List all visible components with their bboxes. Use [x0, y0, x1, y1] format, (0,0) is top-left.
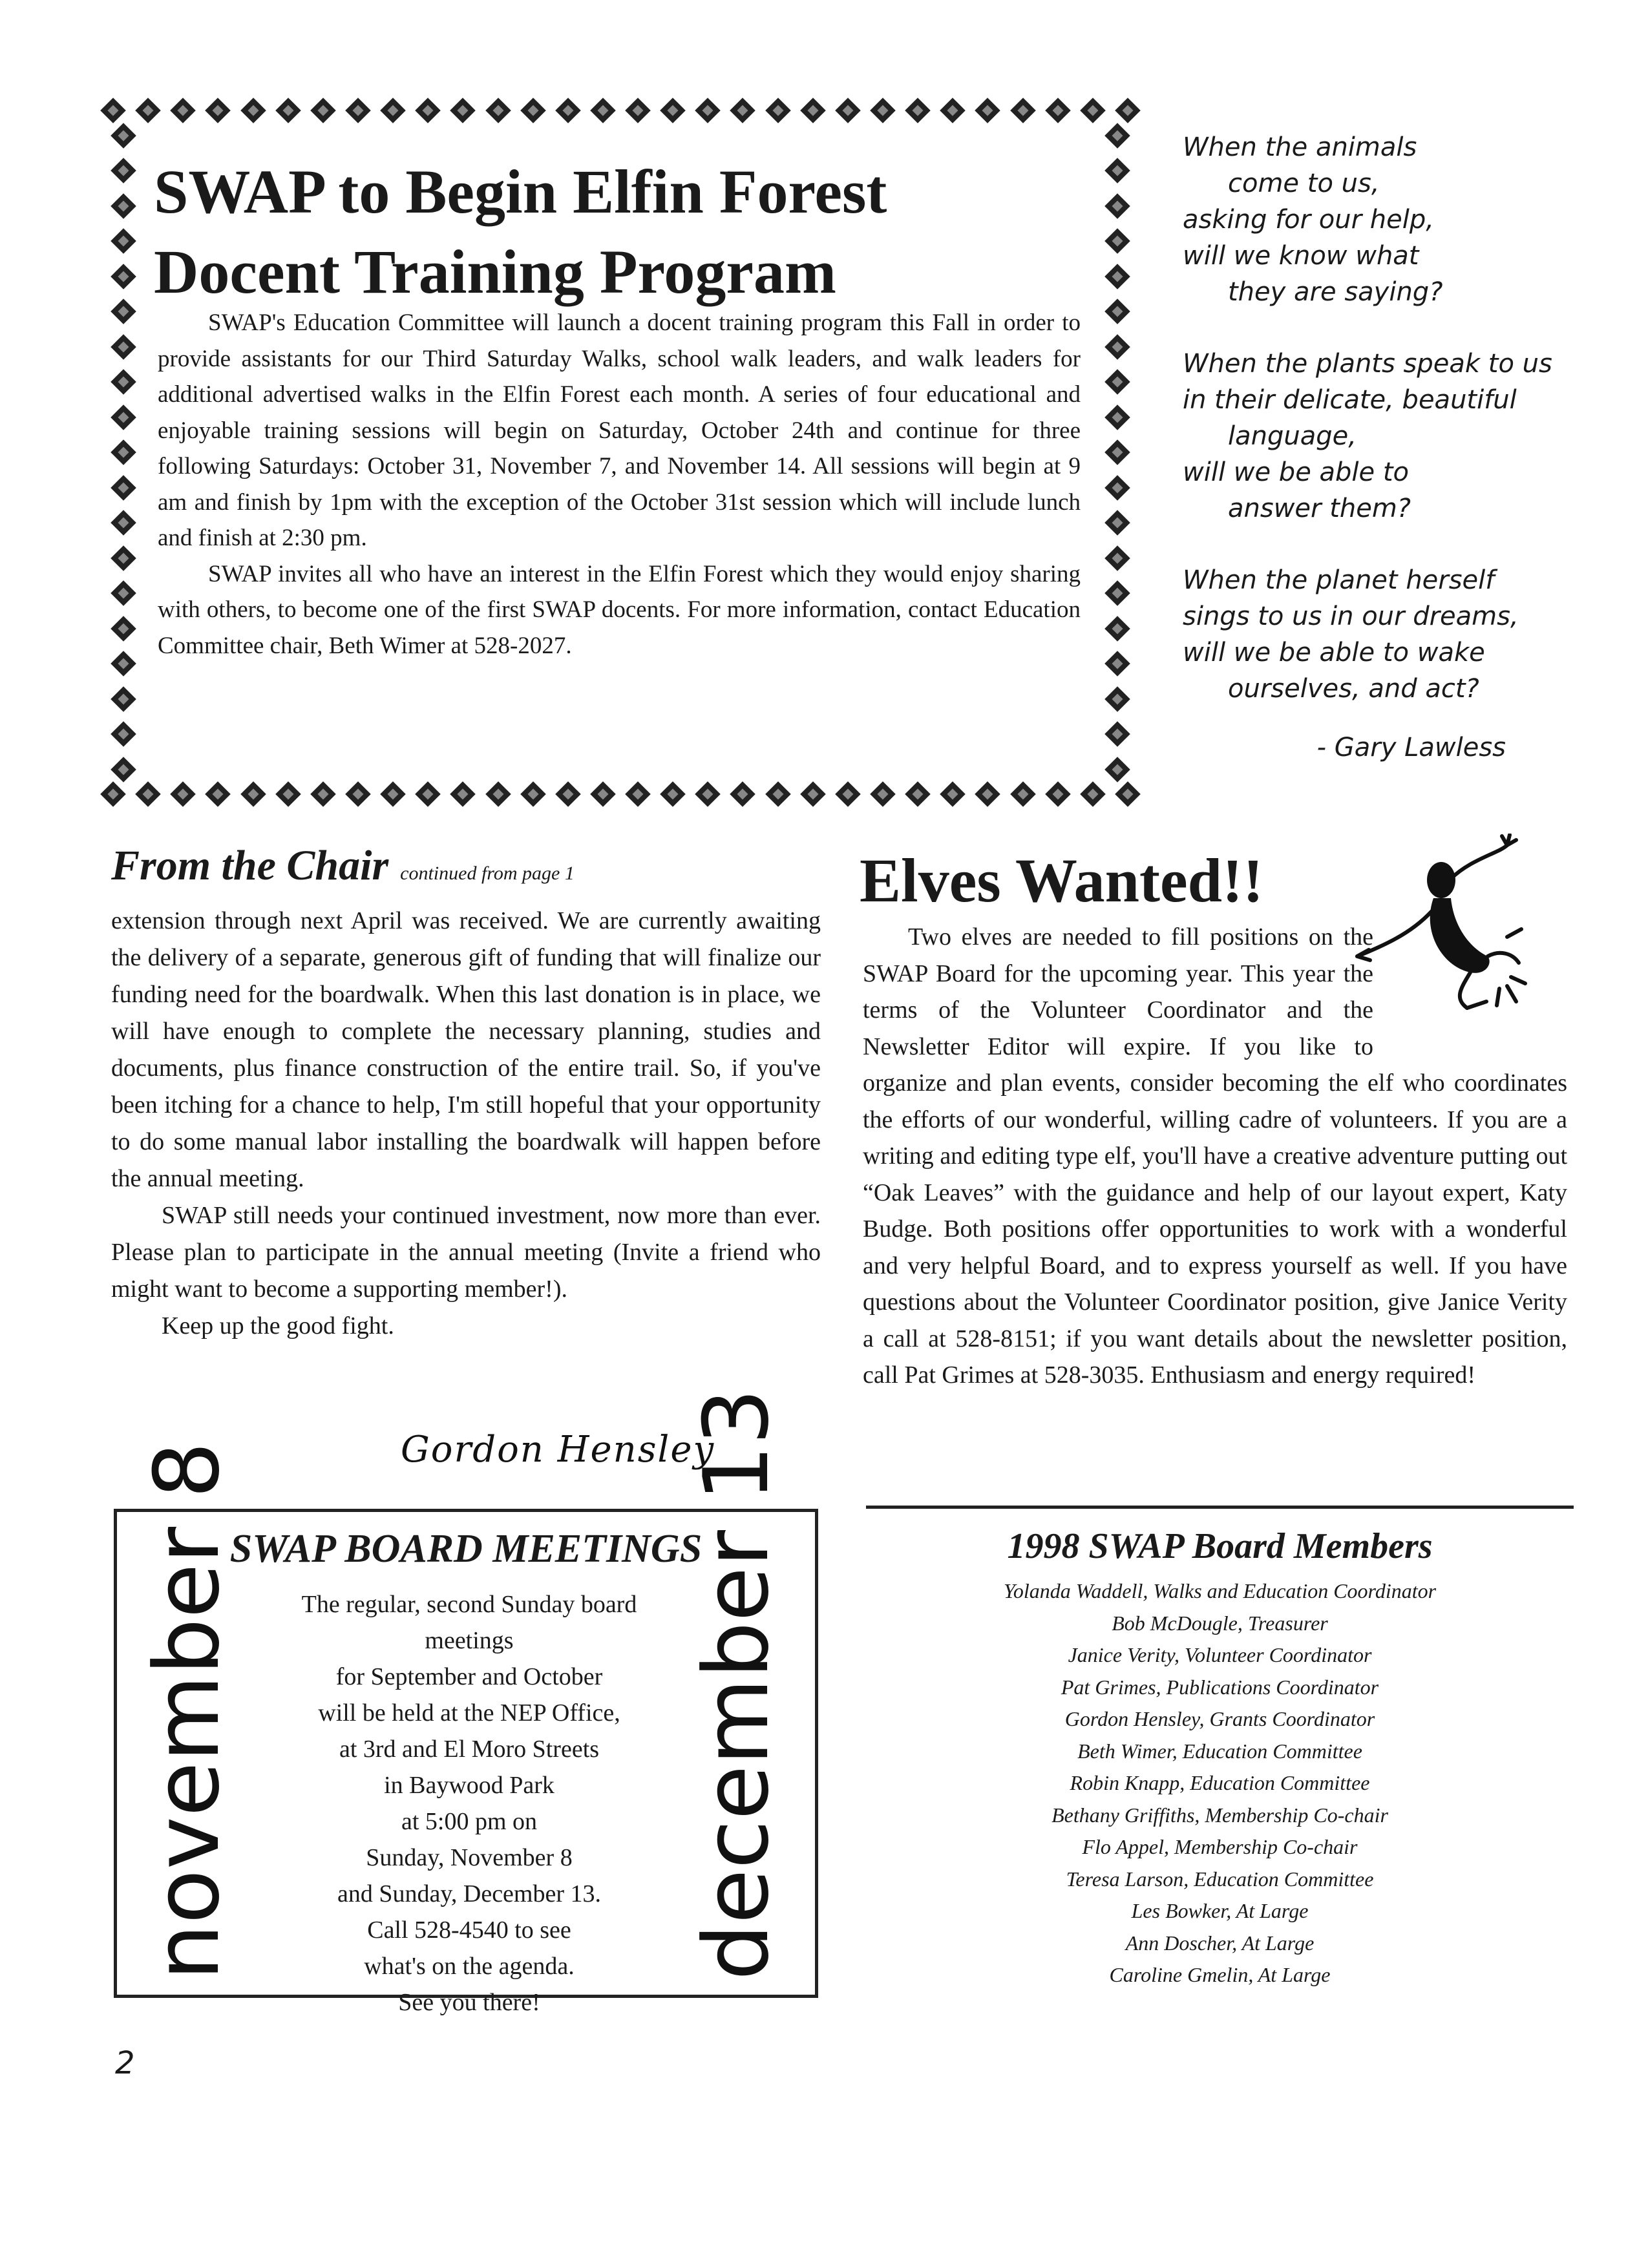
- member-item: Robin Knapp, Education Committee: [1070, 1771, 1370, 1794]
- diamond-ornament: [1010, 781, 1036, 807]
- poem-line: in their delicate, beautiful: [1183, 385, 1517, 415]
- member-item: Ann Doscher, At Large: [1125, 1931, 1315, 1955]
- chair-body: [111, 903, 821, 1345]
- signature-text: Gordon Hensley: [401, 1429, 715, 1471]
- diamond-ornament: [111, 721, 136, 747]
- docent-headline: [154, 152, 1046, 312]
- meetings-line: at 5:00 pm on: [401, 1808, 538, 1835]
- elves-body: [863, 919, 1567, 1394]
- diamond-ornament: [1104, 334, 1130, 360]
- poem-line: will we be able to: [1183, 457, 1410, 487]
- poem-line: When the animals: [1183, 132, 1417, 162]
- continued-note: continued from page 1: [400, 863, 575, 884]
- diamond-ornament: [345, 781, 371, 807]
- diamond-ornament: [660, 98, 686, 123]
- diamond-ornament: [170, 781, 196, 807]
- diamond-ornament: [1104, 193, 1130, 219]
- diamond-ornament: [625, 781, 651, 807]
- members-title: 1998 SWAP Board Members: [1007, 1526, 1433, 1566]
- diamond-ornament: [660, 781, 686, 807]
- diamond-ornament: [310, 781, 336, 807]
- elves-paragraph: Two elves are needed to fill positions on the SWAP Board for the upcoming year. This year the terms of the Volunteer Coordinator and the Newsletter Editor will expire. If you like to organize and plan events, consider becoming the elf who coordinates the efforts of our wonderful, willing cadre of volunteers. If you are a writing and editing type elf, you'll have a creative adventure putting out “Oak Leaves” with the guidance and help of our layout expert, Katy Budge. Both positions offer opportunities to work with a wonderful and very helpful Board, and to express yourself as well. If you have questions about the Volunteer Coordinator position, give Janice Verity a call at 528-8151; if you want details about the newsletter position, call Pat Grimes at 528-3035. Enthusiasm and energy required!: [863, 923, 1567, 1389]
- poem-line: When the plants speak to us: [1183, 349, 1552, 379]
- diamond-ornament: [485, 781, 511, 807]
- diamond-ornament: [905, 781, 931, 807]
- diamond-ornament: [1104, 545, 1130, 571]
- poem-line: language,: [1228, 421, 1357, 451]
- diamond-ornament: [135, 98, 161, 123]
- diamond-ornament: [1104, 228, 1130, 254]
- diamond-ornament: [111, 757, 136, 782]
- page-number: 2: [115, 2045, 135, 2081]
- diamond-ornament: [415, 781, 441, 807]
- docent-article-body: [158, 305, 1081, 664]
- elves-heading: Elves Wanted!!: [860, 846, 1263, 915]
- diamond-ornament: [730, 781, 756, 807]
- chair-heading: [111, 840, 822, 899]
- diamond-ornament: [1115, 781, 1141, 807]
- meetings-title: SWAP BOARD MEETINGS: [229, 1527, 703, 1571]
- diamond-ornament: [111, 616, 136, 642]
- diamond-ornament: [111, 193, 136, 219]
- diamond-ornament: [905, 98, 931, 123]
- meetings-text: [259, 1586, 679, 2021]
- meetings-line: Sunday, November 8: [366, 1844, 573, 1871]
- diamond-ornament: [111, 299, 136, 324]
- diamond-ornament: [870, 781, 896, 807]
- diamond-ornament: [1104, 264, 1130, 289]
- poem-line: answer them?: [1228, 494, 1411, 523]
- diamond-ornament: [111, 686, 136, 712]
- diamond-ornament: [111, 369, 136, 395]
- member-item: Les Bowker, At Large: [1131, 1899, 1309, 1922]
- poem-line: will we be able to wake: [1183, 638, 1485, 667]
- diamond-ornament: [100, 781, 126, 807]
- member-item: Flo Appel, Membership Co-chair: [1082, 1835, 1358, 1858]
- diamond-ornament: [111, 475, 136, 501]
- november-date-vertical: november 8: [135, 1442, 239, 1980]
- headline-line-1: SWAP to Begin Elfin Forest: [154, 157, 887, 226]
- diamond-ornament: [240, 98, 266, 123]
- diamond-ornament: [111, 510, 136, 536]
- diamond-ornament: [111, 228, 136, 254]
- diamond-ornament: [520, 98, 546, 123]
- chair-paragraph: SWAP still needs your continued investment, now more than ever. Please plan to participate in the annual meeting (Invite a friend who might want to become a supporting member!).: [111, 1202, 821, 1303]
- members-list: [866, 1575, 1574, 1991]
- meetings-line: will be held at the NEP Office,: [318, 1699, 620, 1727]
- diamond-ornament: [1045, 781, 1071, 807]
- diamond-ornament: [135, 781, 161, 807]
- diamond-ornament: [695, 781, 721, 807]
- member-item: Bob McDougle, Treasurer: [1112, 1611, 1328, 1635]
- diamond-ornament: [1104, 439, 1130, 465]
- poem-line: When the planet herself: [1183, 565, 1495, 595]
- poem-stanza: [1183, 562, 1596, 707]
- diamond-ornament: [1104, 299, 1130, 324]
- member-item: Caroline Gmelin, At Large: [1109, 1963, 1331, 1986]
- docent-paragraph: SWAP invites all who have an interest in the Elfin Forest which they would enjoy sharing with others, to become one of the first SWAP docents. For more information, contact Education Committee chair, Beth Wimer at 528-2027.: [158, 560, 1081, 659]
- meetings-line: See you there!: [398, 1989, 540, 2016]
- diamond-ornament: [380, 781, 406, 807]
- diamond-ornament: [975, 781, 1001, 807]
- meetings-line: what's on the agenda.: [364, 1953, 575, 1980]
- diamond-ornament: [1045, 98, 1071, 123]
- member-item: Gordon Hensley, Grants Coordinator: [1064, 1707, 1375, 1730]
- poem-line: asking for our help,: [1183, 205, 1434, 235]
- diamond-ornament: [111, 123, 136, 149]
- diamond-ornament: [111, 264, 136, 289]
- diamond-ornament: [1104, 404, 1130, 430]
- diamond-ornament: [1104, 616, 1130, 642]
- diamond-ornament: [1104, 686, 1130, 712]
- diamond-ornament: [590, 781, 616, 807]
- diamond-ornament: [835, 781, 861, 807]
- docent-paragraph: SWAP's Education Committee will launch a docent training program this Fall in order to provide assistants for our Third Saturday Walks, school walk leaders, and walk leaders for additional advertised walks in the Elfin Forest each month. A series of four educational and enjoyable training sessions will begin on Saturday, October 24th and continue for three following Saturdays: October 31, November 7, and November 14. All sessions will begin at 9 am and finish by 1pm with the exception of the October 31st session which will include lunch and finish at 2:30 pm.: [158, 310, 1081, 551]
- diamond-ornament: [111, 404, 136, 430]
- diamond-ornament: [940, 98, 966, 123]
- diamond-ornament: [1104, 369, 1130, 395]
- diamond-ornament: [695, 98, 721, 123]
- diamond-ornament: [450, 781, 476, 807]
- diamond-ornament: [1104, 123, 1130, 149]
- december-date-vertical: december 13: [684, 1388, 788, 1980]
- poem-line: come to us,: [1228, 169, 1380, 198]
- diamond-ornament: [1104, 475, 1130, 501]
- member-item: Beth Wimer, Education Committee: [1077, 1739, 1362, 1763]
- diamond-ornament: [345, 98, 371, 123]
- poem-line: ourselves, and act?: [1228, 674, 1479, 704]
- diamond-ornament: [206, 98, 231, 123]
- diamond-ornament: [1104, 721, 1130, 747]
- elf-text-wrap: [1373, 919, 1567, 1055]
- diamond-ornament: [415, 98, 441, 123]
- meetings-line: The regular, second Sunday board meetings: [301, 1591, 637, 1654]
- diamond-ornament: [1104, 651, 1130, 677]
- diamond-ornament: [800, 98, 826, 123]
- poem-credit: - Gary Lawless: [1316, 733, 1506, 762]
- diamond-ornament: [1080, 781, 1106, 807]
- poem-stanza: [1183, 129, 1596, 310]
- chair-title: From the Chair: [111, 842, 389, 889]
- meetings-line: at 3rd and El Moro Streets: [339, 1736, 600, 1763]
- diamond-ornament: [240, 781, 266, 807]
- diamond-ornament: [590, 98, 616, 123]
- diamond-ornament: [310, 98, 336, 123]
- diamond-ornament: [450, 98, 476, 123]
- diamond-ornament: [555, 781, 581, 807]
- diamond-ornament: [111, 439, 136, 465]
- poem: [1183, 129, 1596, 766]
- diamond-ornament: [275, 781, 301, 807]
- diamond-ornament: [1010, 98, 1036, 123]
- diamond-ornament: [111, 651, 136, 677]
- diamond-ornament: [111, 545, 136, 571]
- diamond-ornament: [1080, 98, 1106, 123]
- diamond-ornament: [170, 98, 196, 123]
- meetings-line: Call 528-4540 to see: [367, 1916, 571, 1944]
- diamond-ornament: [1115, 98, 1141, 123]
- poem-line: they are saying?: [1228, 277, 1443, 307]
- diamond-ornament: [940, 781, 966, 807]
- member-item: Pat Grimes, Publications Coordinator: [1061, 1675, 1379, 1699]
- diamond-ornament: [111, 334, 136, 360]
- diamond-ornament: [800, 781, 826, 807]
- diamond-ornament: [380, 98, 406, 123]
- member-item: Yolanda Waddell, Walks and Education Coordinator: [1003, 1579, 1437, 1602]
- diamond-ornament: [730, 98, 756, 123]
- members-top-rule: [866, 1506, 1574, 1509]
- diamond-ornament: [1104, 580, 1130, 606]
- diamond-ornament: [520, 781, 546, 807]
- diamond-ornament: [206, 781, 231, 807]
- diamond-ornament: [765, 781, 791, 807]
- diamond-ornament: [100, 98, 126, 123]
- member-item: Bethany Griffiths, Membership Co-chair: [1051, 1803, 1388, 1827]
- poem-stanza: [1183, 346, 1596, 527]
- diamond-ornament: [485, 98, 511, 123]
- diamond-ornament: [870, 98, 896, 123]
- diamond-ornament: [625, 98, 651, 123]
- headline-line-2: Docent Training Program: [154, 237, 836, 306]
- diamond-ornament: [1104, 510, 1130, 536]
- chair-paragraph: Keep up the good fight.: [162, 1312, 394, 1339]
- meetings-line: in Baywood Park: [384, 1772, 555, 1799]
- meetings-line: and Sunday, December 13.: [337, 1880, 602, 1907]
- diamond-ornament: [835, 98, 861, 123]
- diamond-ornament: [555, 98, 581, 123]
- diamond-ornament: [275, 98, 301, 123]
- diamond-ornament: [975, 98, 1001, 123]
- diamond-ornament: [111, 580, 136, 606]
- diamond-ornament: [765, 98, 791, 123]
- member-item: Janice Verity, Volunteer Coordinator: [1068, 1643, 1372, 1666]
- chair-paragraph: extension through next April was received. We are currently awaiting the delivery of a separate, generous gift of funding that will finalize our funding need for the boardwalk. When this last donation is in place, we will have enough to complete the necessary planning, studies and documents, plus finance construction of the entire trail. So, if you've been itching for a chance to help, I'm still hopeful that your opportunity to do some manual labor installing the boardwalk will happen before the annual meeting.: [111, 907, 821, 1192]
- meetings-line: for September and October: [335, 1663, 603, 1690]
- diamond-ornament: [111, 158, 136, 184]
- diamond-ornament: [1104, 158, 1130, 184]
- poem-line: sings to us in our dreams,: [1183, 602, 1519, 631]
- poem-line: will we know what: [1183, 241, 1419, 271]
- diamond-ornament: [1104, 757, 1130, 782]
- member-item: Teresa Larson, Education Committee: [1066, 1867, 1374, 1891]
